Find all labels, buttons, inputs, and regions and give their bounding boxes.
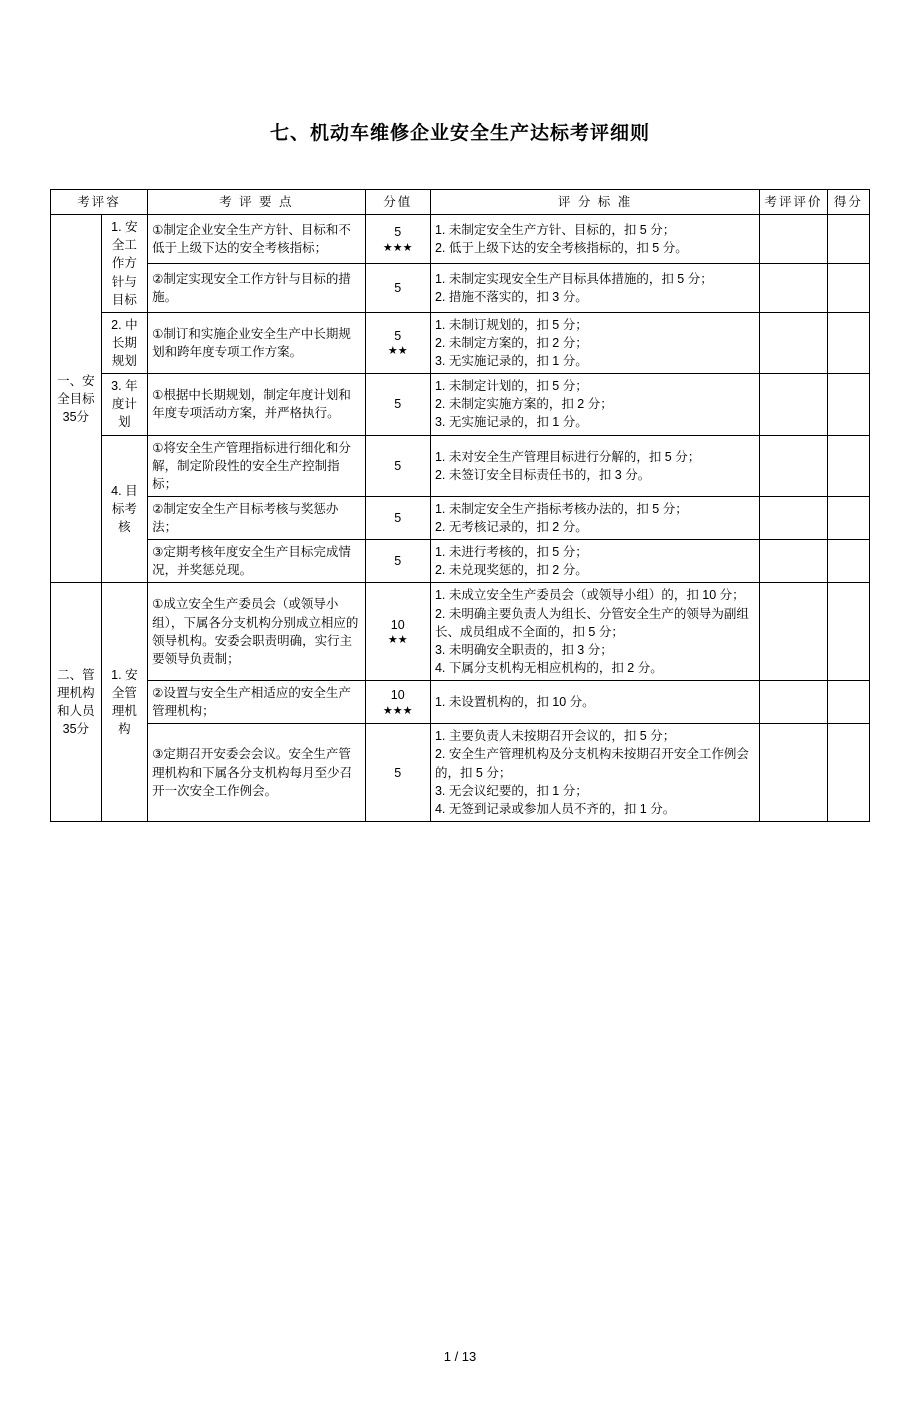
score-cell xyxy=(365,312,430,373)
table-row xyxy=(51,215,870,264)
score-value: 5 xyxy=(394,554,402,569)
standard-cell: 1. 未成立安全生产委员会（或领导小组）的，扣 10 分； 2. 未明确主要负责人为组长、分管安全生产的领导为副组长、成员组成不全面的，扣 5 分； 3. 未明确安全职责的，扣 3 分； 4. 下属分支机构无相应机构的，扣 2 分。 xyxy=(430,583,759,681)
evaluation-cell[interactable] xyxy=(760,374,828,435)
item-cell: ①制订和实施企业安全生产中长期规划和跨年度专项工作方案。 xyxy=(148,312,365,373)
points-cell[interactable] xyxy=(827,263,869,312)
score-cell xyxy=(365,724,430,822)
item-cell: ①将安全生产管理指标进行细化和分解，制定阶段性的安全生产控制指标； xyxy=(148,435,365,496)
star-rating: ★★★ xyxy=(382,704,413,717)
standard-cell: 1. 未制定计划的，扣 5 分； 2. 未制定实施方案的，扣 2 分； 3. 无实施记录的，扣 1 分。 xyxy=(430,374,759,435)
score-value: 5 xyxy=(394,225,402,240)
standard-cell: 1. 未对安全生产管理目标进行分解的，扣 5 分； 2. 未签订安全目标责任书的，扣 3 分。 xyxy=(430,435,759,496)
subcategory-cell: 1. 安全管理机构 xyxy=(101,583,147,822)
score-cell xyxy=(365,263,430,312)
star-rating: ★★★ xyxy=(382,241,413,254)
points-cell[interactable] xyxy=(827,374,869,435)
evaluation-cell[interactable] xyxy=(760,312,828,373)
page-title: 七、机动车维修企业安全生产达标考评细则 xyxy=(269,123,650,144)
header-standard: 评 分 标 准 xyxy=(430,190,759,215)
score-cell xyxy=(365,435,430,496)
points-cell[interactable] xyxy=(827,215,869,264)
table-row xyxy=(51,724,870,822)
item-cell: ①成立安全生产委员会（或领导小组），下属各分支机构分别成立相应的领导机构。安委会职责明确，实行主要领导负责制； xyxy=(148,583,365,681)
header-score: 分值 xyxy=(365,190,430,215)
header-points: 得分 xyxy=(827,190,869,215)
score-value: 10 xyxy=(390,688,405,703)
points-cell[interactable] xyxy=(827,583,869,681)
points-cell[interactable] xyxy=(827,312,869,373)
item-cell: ③定期考核年度安全生产目标完成情况，并奖惩兑现。 xyxy=(148,540,365,583)
evaluation-cell[interactable] xyxy=(760,724,828,822)
header-evaluation: 考评评价 xyxy=(760,190,828,215)
item-cell: ①根据中长期规划，制定年度计划和年度专项活动方案，并严格执行。 xyxy=(148,374,365,435)
evaluation-cell[interactable] xyxy=(760,263,828,312)
header-category: 考评容 xyxy=(51,190,148,215)
table-row xyxy=(51,374,870,435)
assessment-table xyxy=(50,189,870,822)
table-row xyxy=(51,681,870,724)
table-header-row xyxy=(51,190,870,215)
score-cell xyxy=(365,496,430,539)
points-cell[interactable] xyxy=(827,435,869,496)
score-cell xyxy=(365,681,430,724)
evaluation-cell[interactable] xyxy=(760,583,828,681)
category-cell: 二、管理机构和人员35分 xyxy=(51,583,102,822)
points-cell[interactable] xyxy=(827,724,869,822)
table-row xyxy=(51,583,870,681)
standard-cell: 1. 未设置机构的，扣 10 分。 xyxy=(430,681,759,724)
standard-cell: 1. 未制订规划的，扣 5 分； 2. 未制定方案的，扣 2 分； 3. 无实施记录的，扣 1 分。 xyxy=(430,312,759,373)
header-item: 考 评 要 点 xyxy=(148,190,365,215)
evaluation-cell[interactable] xyxy=(760,435,828,496)
score-value: 5 xyxy=(394,510,402,525)
table-row xyxy=(51,540,870,583)
category-cell: 一、安全目标35分 xyxy=(51,215,102,583)
points-cell[interactable] xyxy=(827,496,869,539)
score-value: 5 xyxy=(394,458,402,473)
subcategory-cell: 4. 目标考核 xyxy=(101,435,147,583)
points-cell[interactable] xyxy=(827,681,869,724)
subcategory-cell: 3. 年度计划 xyxy=(101,374,147,435)
table-row xyxy=(51,263,870,312)
page-number: 1 / 13 xyxy=(443,1349,477,1364)
score-cell xyxy=(365,583,430,681)
item-cell: ②制定实现安全工作方针与目标的措施。 xyxy=(148,263,365,312)
score-value: 5 xyxy=(394,280,402,295)
star-rating: ★★ xyxy=(387,345,408,358)
subcategory-cell: 1. 安全工作方针与目标 xyxy=(101,215,147,313)
evaluation-cell[interactable] xyxy=(760,215,828,264)
score-value: 5 xyxy=(394,765,402,780)
evaluation-cell[interactable] xyxy=(760,540,828,583)
score-cell xyxy=(365,540,430,583)
standard-cell: 1. 未制定安全生产指标考核办法的，扣 5 分； 2. 无考核记录的，扣 2 分。 xyxy=(430,496,759,539)
score-cell xyxy=(365,215,430,264)
standard-cell: 1. 未进行考核的，扣 5 分； 2. 未兑现奖惩的，扣 2 分。 xyxy=(430,540,759,583)
item-cell: ②设置与安全生产相适应的安全生产管理机构； xyxy=(148,681,365,724)
score-value: 5 xyxy=(394,397,402,412)
standard-cell: 1. 主要负责人未按期召开会议的，扣 5 分； 2. 安全生产管理机构及分支机构未按期召开安全工作例会的，扣 5 分； 3. 无会议纪要的，扣 1 分； 4. 无签到记录或参加人员不齐的，扣 1 分。 xyxy=(430,724,759,822)
score-value: 5 xyxy=(394,329,402,344)
subcategory-cell: 2. 中长期规划 xyxy=(101,312,147,373)
score-value: 10 xyxy=(390,618,405,633)
standard-cell: 1. 未制定安全生产方针、目标的，扣 5 分； 2. 低于上级下达的安全考核指标的，扣 5 分。 xyxy=(430,215,759,264)
item-cell: ②制定安全生产目标考核与奖惩办法； xyxy=(148,496,365,539)
table-row xyxy=(51,496,870,539)
item-cell: ①制定企业安全生产方针、目标和不低于上级下达的安全考核指标； xyxy=(148,215,365,264)
score-cell xyxy=(365,374,430,435)
table-row xyxy=(51,312,870,373)
evaluation-cell[interactable] xyxy=(760,681,828,724)
evaluation-cell[interactable] xyxy=(760,496,828,539)
item-cell: ③定期召开安委会会议。安全生产管理机构和下属各分支机构每月至少召开一次安全工作例会。 xyxy=(148,724,365,822)
standard-cell: 1. 未制定实现安全生产目标具体措施的，扣 5 分； 2. 措施不落实的，扣 3 分。 xyxy=(430,263,759,312)
document-page xyxy=(0,118,920,1420)
table-row xyxy=(51,435,870,496)
points-cell[interactable] xyxy=(827,540,869,583)
star-rating: ★★ xyxy=(387,634,408,647)
